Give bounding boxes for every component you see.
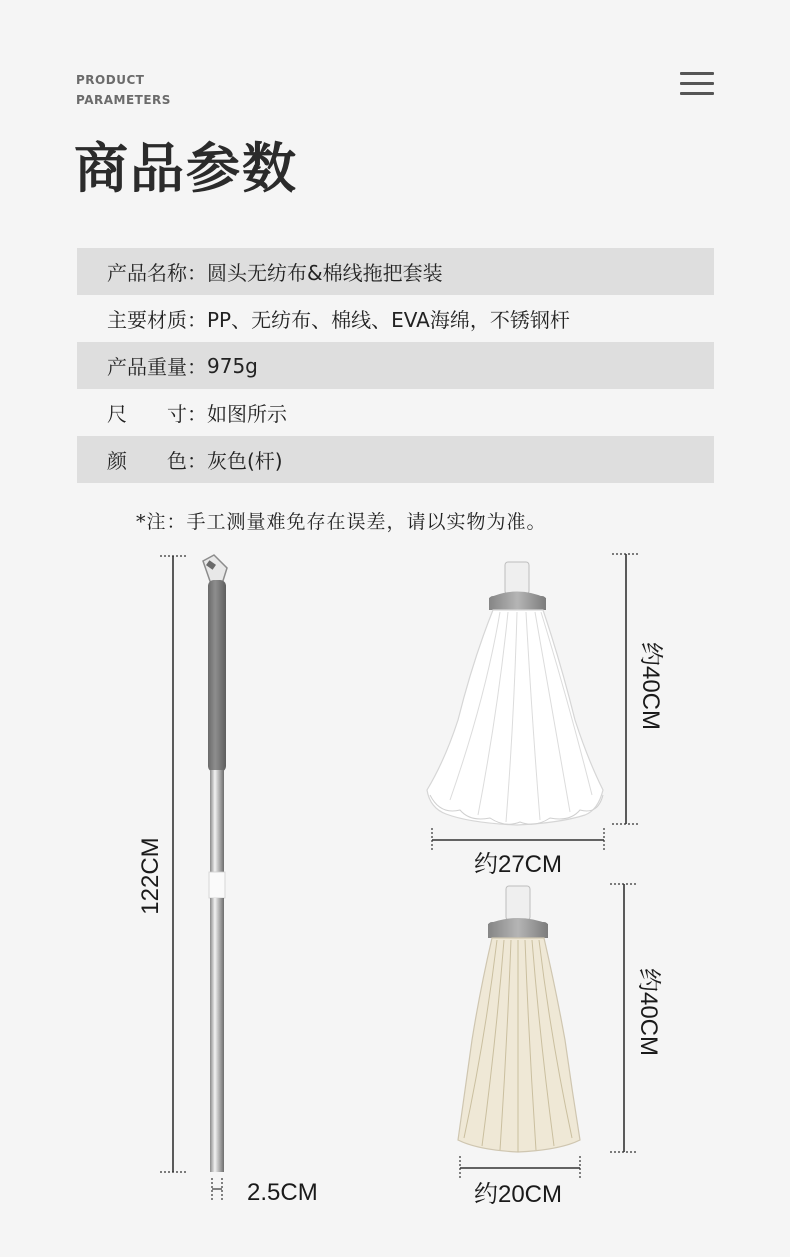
spec-row-color bbox=[77, 436, 714, 483]
spec-label: 颜 色： bbox=[107, 449, 207, 473]
mop2-height-label: 约40CM bbox=[635, 967, 662, 1057]
spec-label: 尺 寸： bbox=[107, 402, 207, 426]
spec-row-size bbox=[77, 389, 714, 436]
product-illustration bbox=[0, 540, 790, 1257]
spec-value: 975g bbox=[207, 353, 258, 378]
mop-head-nonwoven bbox=[427, 562, 603, 825]
measurement-note: *注：手工测量难免存在误差，请以实物为准。 bbox=[136, 511, 547, 533]
mop-handle bbox=[203, 555, 227, 1172]
spec-label: 产品重量： bbox=[107, 355, 207, 379]
spec-value: 如图所示 bbox=[207, 402, 287, 426]
spec-row-material bbox=[77, 295, 714, 342]
eyebrow-line-1: PRODUCT bbox=[76, 73, 145, 87]
menu-icon[interactable] bbox=[680, 72, 714, 98]
eyebrow-line-2: PARAMETERS bbox=[76, 93, 171, 107]
mop1-width-label: 约27CM bbox=[473, 851, 563, 878]
page-title: 商品参数 bbox=[74, 137, 298, 200]
spec-label: 产品名称： bbox=[107, 261, 207, 285]
spec-value: 灰色(杆) bbox=[207, 449, 283, 473]
mop1-height-dimension bbox=[612, 554, 640, 824]
mop1-width-dimension bbox=[432, 828, 604, 852]
handle-diameter-label: 2.5CM bbox=[247, 1179, 318, 1206]
mop-head-cotton bbox=[458, 886, 580, 1152]
spec-label: 主要材质： bbox=[107, 308, 207, 332]
handle-length-label: 122CM bbox=[137, 837, 164, 915]
spec-value: 圆头无纺布&棉线拖把套装 bbox=[207, 261, 443, 285]
spec-value: PP、无纺布、棉线、EVA海绵，不锈钢杆 bbox=[207, 308, 570, 332]
mop1-height-label: 约40CM bbox=[637, 641, 664, 731]
mop2-height-dimension bbox=[610, 884, 638, 1152]
mop2-width-label: 约20CM bbox=[473, 1181, 563, 1208]
section-eyebrow bbox=[76, 70, 171, 110]
spec-row-name bbox=[77, 248, 714, 295]
spec-row-weight bbox=[77, 342, 714, 389]
mop2-width-dimension bbox=[460, 1156, 580, 1180]
spec-table bbox=[77, 248, 714, 483]
